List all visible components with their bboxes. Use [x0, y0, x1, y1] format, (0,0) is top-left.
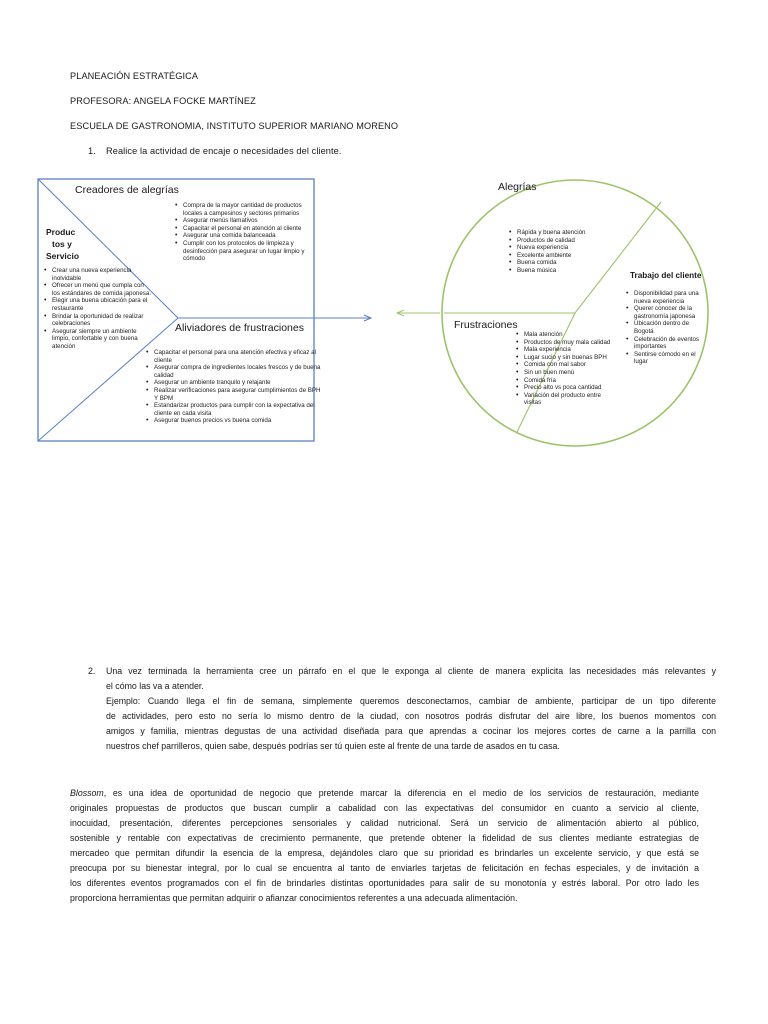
productos-list — [41, 267, 152, 351]
list-item: • Buena música — [517, 267, 627, 275]
paragraph-line: sostenible y rentable con expectativas de crecimiento permanente, que pretende obtener la fidelidad de sus clientes mediante estrategias de — [70, 833, 699, 843]
list-item: • Excelente ambiente — [517, 252, 627, 260]
list-item: • Asegurar una comida balanceada — [183, 232, 305, 240]
aliviadores-list — [143, 349, 322, 425]
trabajo-list — [623, 290, 710, 366]
brand-name: Blossom — [70, 788, 104, 798]
doc-title: PLANEACIÓN ESTRATÉGICA — [70, 71, 199, 81]
paragraph-line: mercadeo que permitan difundir la esencia de la empresa, dejándoles claro que su prioridad es brindarles un excelente servicio, y que está se — [70, 848, 699, 858]
frustraciones-list — [513, 331, 618, 407]
list-item: • Asegurar menús llamativos — [183, 217, 305, 225]
list-item: • Productos de calidad — [517, 237, 627, 245]
question-1-text: Realice la actividad de encaje o necesidades del cliente. — [106, 146, 342, 156]
list-item: • Disponibilidad para una nueva experiencia — [634, 290, 710, 305]
list-item: • Asegurar siempre un ambiente limpio, confortable y con buena atención — [52, 328, 152, 351]
list-item: • Estandarizar productos para cumplir con la expectativa del cliente en cada visita — [154, 402, 322, 417]
list-item: • Capacitar el personal en atención al cliente — [183, 225, 305, 233]
paragraph-line: originales propuestas de productos que buscan cumplir a cabalidad con las expectativas del consumidor en cuanto a servicio al cliente, — [70, 803, 699, 813]
example-line: Ejemplo: Cuando llega el fin de semana, simplemente queremos desconectarnos, cambiar de ambiente, participar de un tipo diferente — [106, 696, 716, 706]
productos-title-line: tos y — [52, 239, 72, 249]
list-item: • Capacitar el personal para una atención efectiva y eficaz al cliente — [154, 349, 322, 364]
creadores-list — [172, 202, 305, 263]
list-item: • Precio alto vs poca cantidad — [524, 384, 618, 392]
list-item: • Celebración de eventos importantes — [634, 336, 710, 351]
example-line: nuestros chef parrilleros, quien sabe, después podrías ser tú quien este al frente de una tarde de asados en tu casa. — [106, 741, 560, 751]
list-item: • Rápida y buena atención — [517, 229, 627, 237]
alegrias-title: Alegrías — [498, 181, 537, 193]
aliviadores-title: Aliviadores de frustraciones — [175, 322, 304, 334]
list-item: • Ofrecer un menú que cumpla con los estándares de comida japonesa. — [52, 282, 152, 297]
value-proposition-diagram — [0, 0, 768, 470]
list-item: • Ubicación dentro de Bogotá — [634, 320, 710, 335]
question-1-number: 1. — [88, 146, 96, 156]
list-item: • Asegurar un ambiente tranquilo y relajante — [154, 379, 322, 387]
list-item: • Mala experiencia — [524, 346, 618, 354]
list-item: • Buena comida — [517, 259, 627, 267]
list-item: • Nueva experiencia — [517, 244, 627, 252]
question-2-line: Una vez terminada la herramienta cree un párrafo en el que le exponga al cliente de manera explicita las necesidades más relevantes y — [106, 666, 716, 676]
question-2-block — [106, 664, 716, 754]
paragraph-line: los diferentes eventos programados con el fin de brindarles distintas oportunidades para salir de su monotonía y estrés laboral. Por otro lado les — [70, 878, 699, 888]
list-item: • Mala atención — [524, 331, 618, 339]
paragraph-text: , es una idea de oportunidad de negocio que pretende marcar la diferencia en el medio de los servicios de restauración, mediante — [103, 788, 699, 798]
question-2-number: 2. — [88, 666, 96, 676]
creadores-title: Creadores de alegrías — [75, 184, 179, 196]
list-item: • Cumplir con los protocolos de limpieza y desinfección para asegurar un lugar limpio y cómodo — [183, 240, 305, 263]
question-2-line: el cómo las va a atender. — [106, 681, 204, 691]
list-item: • Querer conocer de la gastronomía japonesa — [634, 305, 710, 320]
list-item: • Asegurar buenos precios vs buena comida — [154, 417, 322, 425]
paragraph-line: preocupa por su bienestar integral, por lo cual se encuentra al tanto de enviarles tarjetas de felicitación en fechas especiales, y de invitación a — [70, 863, 699, 873]
list-item: • Brindar la oportunidad de realizar celebraciones — [52, 313, 152, 328]
alegrias-list — [506, 229, 627, 275]
productos-title-line: Produc — [46, 227, 76, 237]
list-item: • Asegurar compra de ingredientes locales frescos y de buena calidad — [154, 364, 322, 379]
list-item: • Comida con mal sabor — [524, 361, 618, 369]
example-line: amigos y familia, mientras degustas de una actividad diseñada para que aprendas a cocinar los mejores cortes de carne a la parrilla con — [106, 726, 716, 736]
paragraph-line: proporciona herramientas que permitan adquirir o afianzar conocimientos referentes a una adecuada alimentación. — [70, 893, 518, 903]
trabajo-title: Trabajo del cliente — [630, 271, 702, 280]
paragraph-line: inocuidad, presentación, diferentes percepciones sensoriales y calidad nutricional. Será un servicio de alimentación abierto al público, — [70, 818, 699, 828]
list-item: • Sin un buen menú — [524, 369, 618, 377]
list-item: • Crear una nueva experiencia inolvidable — [52, 267, 152, 282]
list-item: • Sentirse cómodo en el lugar — [634, 351, 710, 366]
example-line: de actividades, pero esto no sería lo mismo dentro de la ciudad, con nosotros podrás disfrutar del aire libre, los buenos momentos con — [106, 711, 716, 721]
list-item: • Comida fría — [524, 377, 618, 385]
blossom-paragraph — [70, 786, 699, 906]
list-item: • Productos de muy mala calidad — [524, 339, 618, 347]
list-item: • Elegir una buena ubicación para el restaurante — [52, 297, 152, 312]
productos-title — [46, 226, 86, 262]
paragraph-line — [70, 786, 699, 801]
frustraciones-title: Frustraciones — [454, 319, 518, 331]
professor-line: PROFESORA: ANGELA FOCKE MARTÍNEZ — [70, 96, 256, 106]
list-item: • Realizar verificaciones para asegurar cumplimientos de BPH Y BPM — [154, 387, 322, 402]
productos-title-line: Servicio — [46, 251, 80, 261]
school-line: ESCUELA DE GASTRONOMIA, INSTITUTO SUPERIOR MARIANO MORENO — [70, 121, 399, 131]
list-item: • Lugar sucio y sin buenas BPH — [524, 354, 618, 362]
list-item: • Variación del producto entre visitas — [524, 392, 618, 407]
list-item: • Compra de la mayor cantidad de productos locales a campesinos y sectores primarios — [183, 202, 305, 217]
